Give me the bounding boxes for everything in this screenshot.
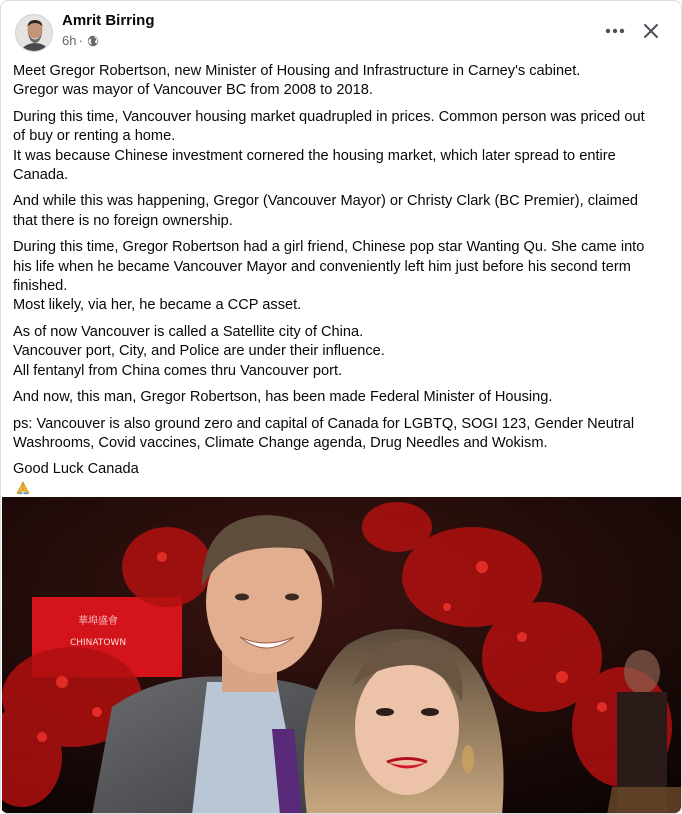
post-text-line: And while this was happening, Gregor (Vancouver Mayor) or Christy Clark (BC Premier), claimed <box>13 193 639 210</box>
post-paragraph <box>13 238 673 316</box>
post-text-line: Meet Gregor Robertson, new Minister of Housing and Infrastructure in Carney's cabinet. <box>13 63 581 79</box>
more-options-icon <box>605 28 625 34</box>
sign-text-english: CHINATOWN <box>69 638 127 648</box>
post-paragraph <box>13 460 673 502</box>
woman-face <box>355 659 459 795</box>
post-text-line: that there is no foreign ownership. <box>13 212 233 229</box>
post-timestamp[interactable]: 6h <box>62 33 77 48</box>
meta-separator: · <box>78 33 83 48</box>
post-header <box>13 11 673 55</box>
post-text-line: Gregor was mayor of Vancouver BC from 2008 to 2018. <box>13 82 373 99</box>
author-avatar[interactable] <box>15 14 53 52</box>
post-body <box>13 62 673 509</box>
post-paragraph <box>13 108 673 186</box>
post-text-line: Washrooms, Covid vaccines, Climate Change agenda, Drug Needles and Wokism. <box>13 434 548 451</box>
post-text-line: Canada. <box>13 167 69 184</box>
post-meta <box>62 33 99 48</box>
close-button[interactable] <box>637 17 665 45</box>
post-text-line: And now, this man, Gregor Robertson, has been made Federal Minister of Housing. <box>13 389 553 406</box>
avatar-image <box>16 15 53 52</box>
post-text-line: Vancouver port, City, and Police are under their influence. <box>13 343 385 360</box>
post-text-line: finished. <box>13 278 68 295</box>
post-text-line: All fentanyl from China comes thru Vancouver port. <box>13 362 343 379</box>
post-text-line: Good Luck Canada <box>13 461 139 478</box>
post-text-line: ps: Vancouver is also ground zero and capital of Canada for LGBTQ, SOGI 123, Gender Neutral <box>13 415 635 432</box>
sign-text-chinese: 華埠盛會 <box>78 616 118 627</box>
globe-icon[interactable] <box>87 35 99 47</box>
post-text-line: As of now Vancouver is called a Satellite city of China. <box>13 323 364 340</box>
post-text-line: Most likely, via her, he became a CCP asset. <box>13 297 302 314</box>
post-paragraph <box>13 192 673 231</box>
post-photo[interactable] <box>2 497 682 814</box>
more-options-button[interactable] <box>601 17 629 45</box>
post-text-line: It was because Chinese investment cornered the housing market, which later spread to entire <box>13 147 616 164</box>
post-text-line: his life when he became Vancouver Mayor and conveniently left him just before his second term <box>13 258 631 275</box>
post-paragraph <box>13 388 673 407</box>
post-text-line: During this time, Vancouver housing market quadrupled in prices. Common person was priced out <box>13 108 645 125</box>
post-text-line: During this time, Gregor Robertson had a girl friend, Chinese pop star Wanting Qu. She came into <box>13 239 645 256</box>
close-icon <box>642 22 660 40</box>
post-paragraph <box>13 62 673 101</box>
photo-image <box>2 497 682 814</box>
author-name[interactable]: Amrit Birring <box>62 12 155 29</box>
post-paragraph <box>13 323 673 381</box>
post-text-line: of buy or renting a home. <box>13 128 176 145</box>
post-paragraph <box>13 415 673 454</box>
